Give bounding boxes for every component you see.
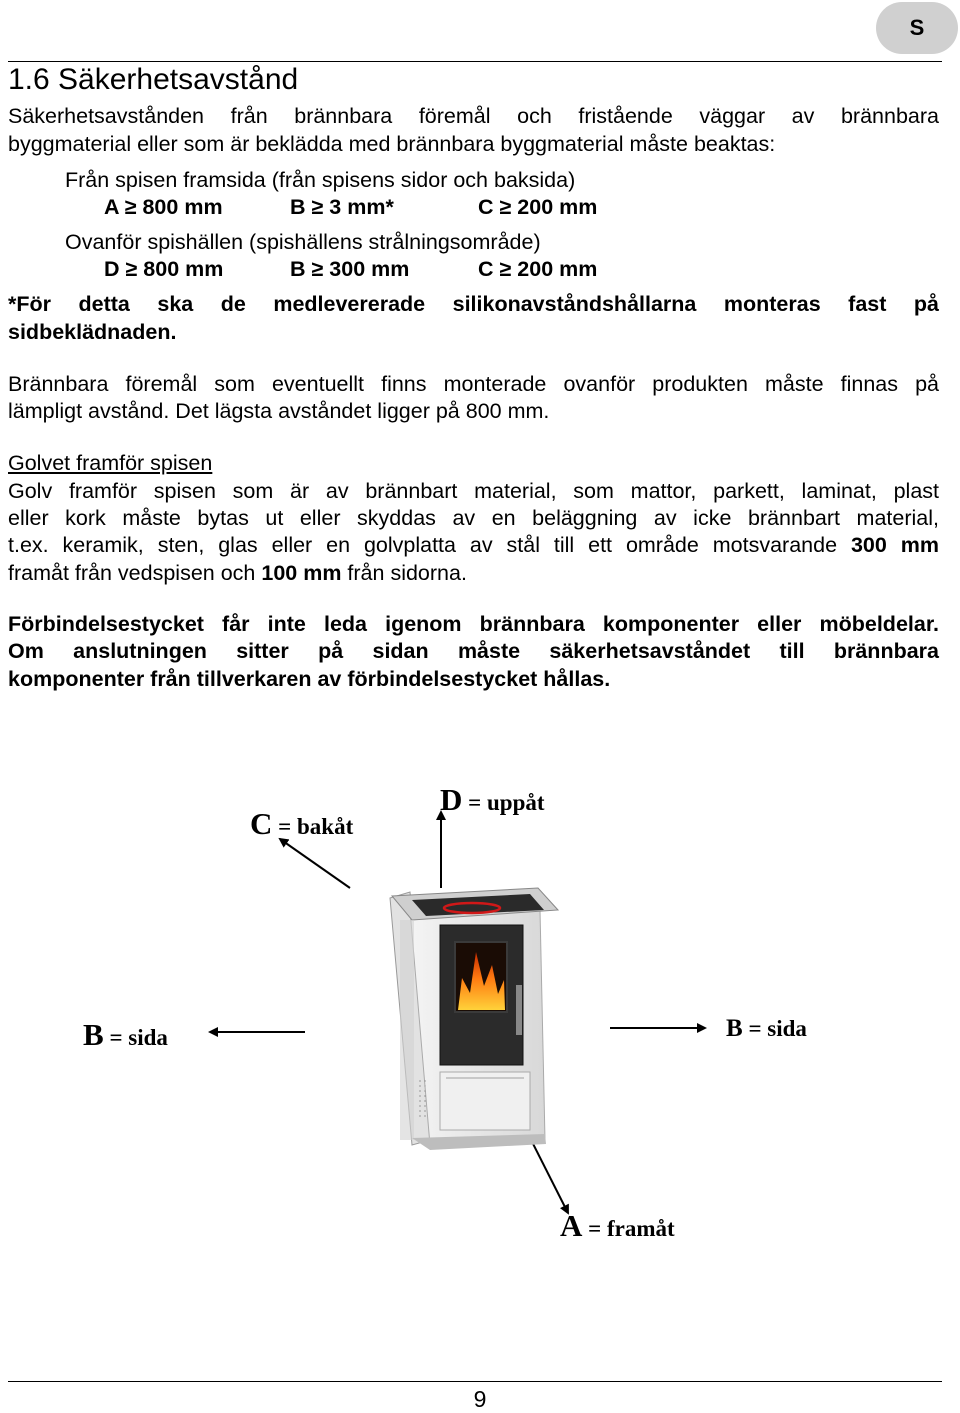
label-side-right [726,1015,807,1043]
label-side-left-letter: B [83,1017,104,1052]
front-spec-b: B ≥ 3 mm* [290,195,394,219]
clearance-diagram [0,760,960,1280]
floor-line-1: Golv framför spisen som är av brännbart material, som mattor, parkett, laminat, plast [8,479,939,503]
floor-line-4 [8,560,467,587]
label-front [560,1208,675,1244]
floor-line-4-text: framåt från vedspisen och [8,561,262,585]
floor-line-3 [8,532,939,559]
connector-line-1: Förbindelsestycket får inte leda igenom brännbara komponenter eller möbeldelar. [8,612,939,636]
connector-line-2: Om anslutningen sitter på sidan måste säkerhetsavståndet till brännbara [8,639,939,663]
front-spec-a: A ≥ 800 mm [104,195,223,219]
label-front-text: = framåt [582,1216,675,1241]
hob-heading: Ovanför spishällen (spishällens strålningsområde) [65,230,541,254]
intro-line-2: byggmaterial eller som är beklädda med brännbara byggmaterial måste beaktas: [8,132,776,156]
footer-rule [8,1381,942,1382]
note-line-2: sidbeklädnaden. [8,320,177,344]
flammable-line-1: Brännbara föremål som eventuellt finns monterade ovanför produkten måste finnas på [8,372,939,396]
label-back-letter: C [250,806,273,841]
label-up-letter: D [440,782,463,817]
label-back-text: = bakåt [272,814,354,839]
label-side-right-text: = sida [742,1016,807,1041]
label-side-left [83,1017,168,1053]
hob-spec-b: B ≥ 300 mm [290,257,410,281]
arrow-back [280,839,350,888]
hob-spec-c: C ≥ 200 mm [478,257,598,281]
stove-illustration [390,888,558,1150]
front-spec-c: C ≥ 200 mm [478,195,598,219]
connector-line-3: komponenter från tillverkaren av förbindelsestycket hållas. [8,667,611,691]
front-heading: Från spisen framsida (från spisens sidor och baksida) [65,168,576,192]
label-front-letter: A [560,1208,583,1243]
label-back [250,806,353,842]
section-title: 1.6 Säkerhetsavstånd [8,63,299,96]
flammable-line-2: lämpligt avstånd. Det lägsta avståndet ligger på 800 mm. [8,399,550,423]
front-spec-row [104,194,597,221]
hob-spec-d: D ≥ 800 mm [104,257,224,281]
floor-line-3-text: t.ex. keramik, sten, glas eller en golvplatta av stål till ett område motsvarande [8,533,851,557]
floor-line-2: eller kork måste bytas ut eller skyddas av en beläggning av icke brännbart material, [8,506,939,530]
intro-line-1: Säkerhetsavstånden från brännbara föremål och fristående väggar av brännbara [8,104,939,128]
hob-spec-row [104,256,597,283]
floor-side-distance: 100 mm [261,561,342,585]
floor-line-4-end: från sidorna. [341,561,467,585]
label-side-right-letter: B [726,1015,743,1042]
page-number: 9 [473,1386,487,1412]
floor-heading: Golvet framför spisen [8,451,213,475]
label-up-text: = uppåt [462,790,545,815]
label-up [440,782,545,818]
language-badge: S [876,2,958,54]
label-side-left-text: = sida [103,1025,168,1050]
floor-front-distance: 300 mm [850,533,939,557]
note-line-1: *För detta ska de medlevererade silikonavståndshållarna monteras fast på [8,292,939,316]
